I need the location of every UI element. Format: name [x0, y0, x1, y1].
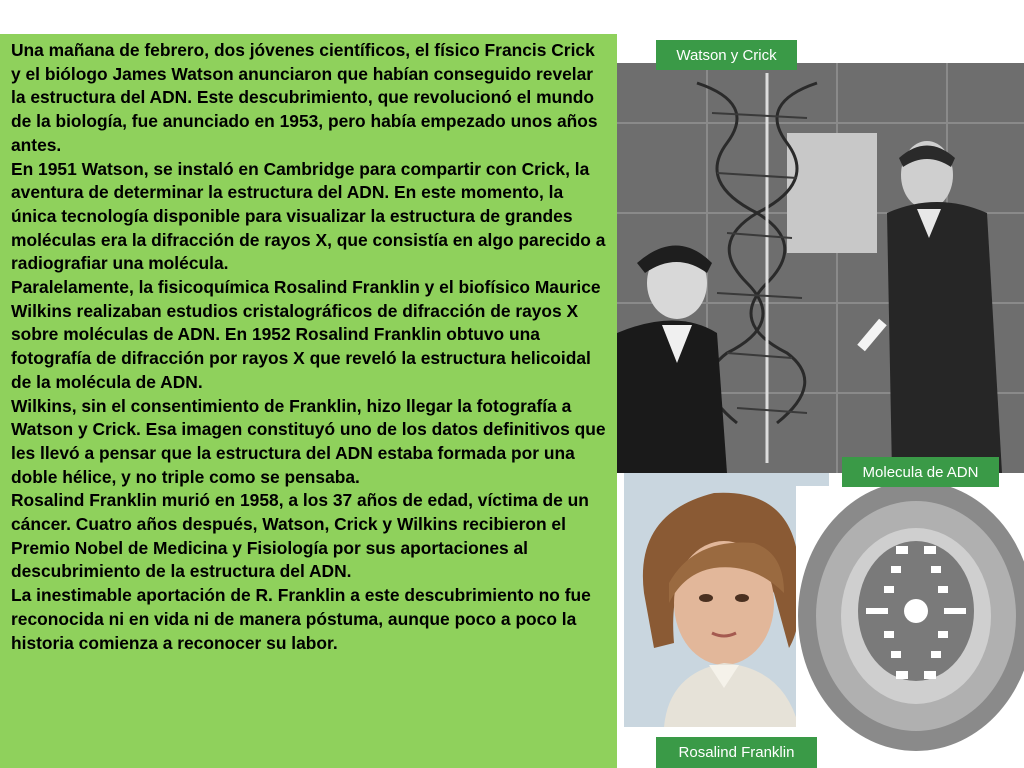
adn-diffraction-photo	[796, 486, 1024, 768]
paragraph-6: La inestimable aportación de R. Franklin a este descubrimiento no fue reconocida ni en vida ni de manera póstuma, aunque poco a poco la historia comienza a reconocer su labor.	[11, 585, 591, 653]
rosalind-franklin-label: Rosalind Franklin	[656, 737, 817, 768]
paragraph-1: Una mañana de febrero, dos jóvenes científicos, el físico Francis Crick y el biólogo James Watson anunciaron que habían conseguido revelar la estructura del ADN. Este descubrimiento, que revolucionó el mundo de la biología, fue anunciado en 1953, pero había empezado unos años antes.	[11, 40, 598, 155]
paragraph-4: Wilkins, sin el consentimiento de Franklin, hizo llegar la fotografía a Watson y Crick. Esa imagen constituyó uno de los datos definitivos que les llevó a pensar que la estructura del ADN estaba formada por una doble hélice, y no triple como se pensaba.	[11, 395, 606, 487]
paragraph-3: Paralelamente, la fisicoquímica Rosalind Franklin y el biofísico Maurice Wilkins realizaban estudios cristalográficos de difracción de rayos X sobre moléculas de ADN. En 1952 Rosalind Franklin obtuvo una fotografía de difracción por rayos X que reveló la estructura helicoidal de la molécula de ADN.	[11, 277, 601, 392]
paragraph-2: En 1951 Watson, se instaló en Cambridge para compartir con Crick, la aventura de determinar la estructura del ADN. En este momento, la única tecnología disponible para visualizar la estructura de grandes moléculas era la difracción de rayos X, que consistía en algo parecido a radiografiar una molécula.	[11, 158, 606, 274]
text-panel	[0, 34, 617, 768]
paragraph-5: Rosalind Franklin murió en 1958, a los 37 años de edad, víctima de un cáncer. Cuatro años después, Watson, Crick y Wilkins recibieron el Premio Nobel de Medicina y Fisiología por sus aportaciones al descubrimiento de la estructura del ADN.	[11, 490, 589, 582]
watson-crick-photo	[617, 63, 1024, 473]
watson-crick-label: Watson y Crick	[656, 40, 797, 70]
molecula-adn-label: Molecula de ADN	[842, 457, 999, 487]
